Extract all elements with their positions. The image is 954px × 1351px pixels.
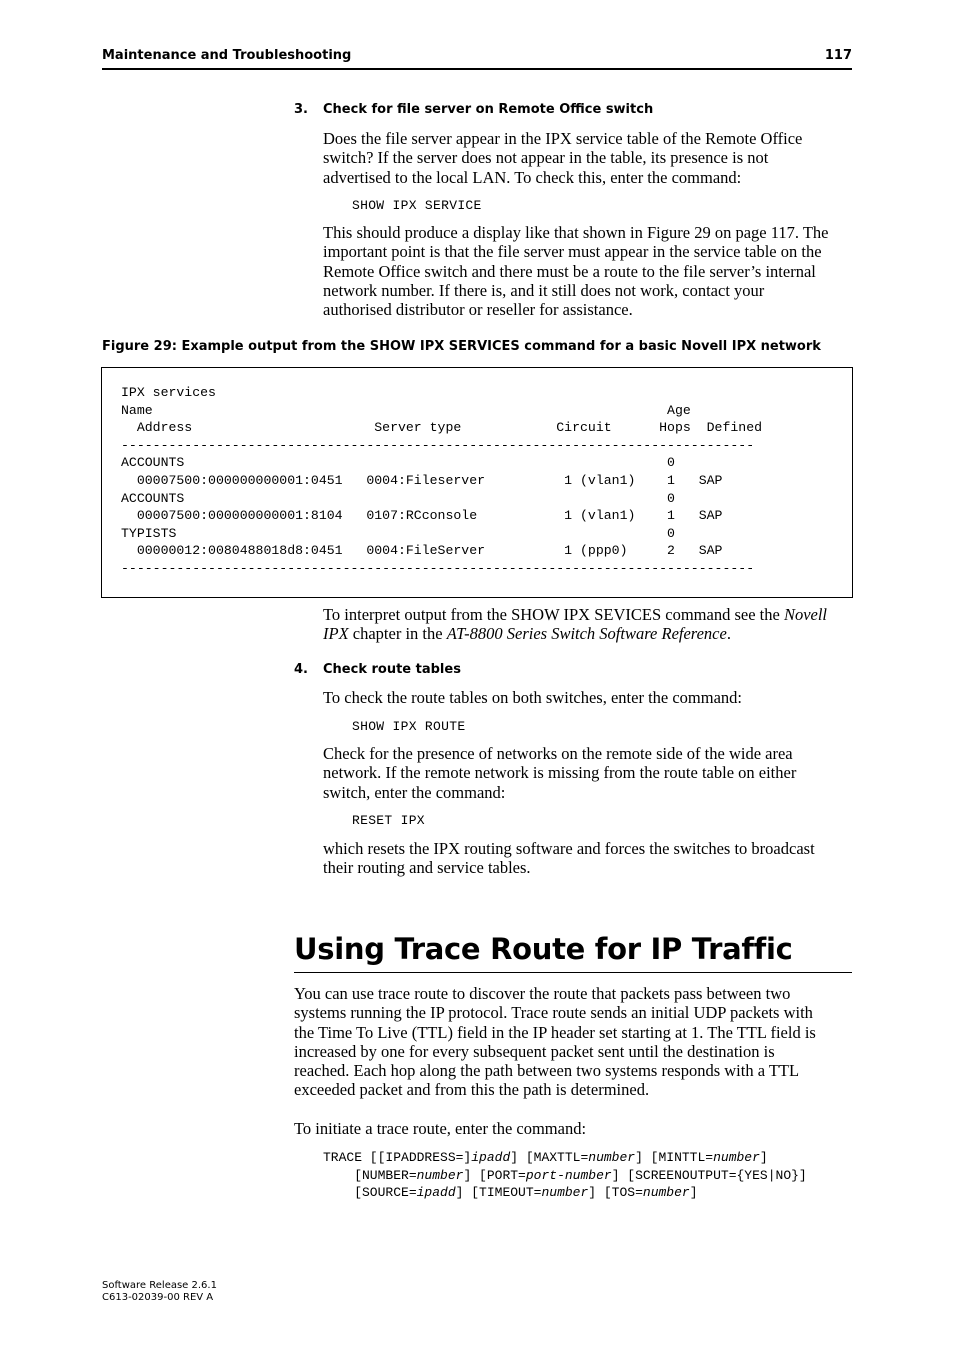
ipx-services-output (121, 384, 762, 578)
step-3-number: 3. (294, 102, 308, 117)
text-line: exceeded packet and from this the path is determined. (294, 1080, 650, 1100)
step-3-result (323, 223, 863, 319)
step-4-number: 4. (294, 662, 308, 677)
show-ipx-route-command: SHOW IPX ROUTE (352, 719, 466, 734)
software-reference-title: AT-8800 Series Switch Software Reference (446, 624, 727, 644)
software-release: Software Release 2.6.1 (102, 1280, 217, 1291)
heading-rule (294, 972, 852, 973)
reset-ipx-command: RESET IPX (352, 813, 425, 828)
output-line: 00007500:000000000001:8104 0107:RCconsole 1 (vlan1) 1 SAP (121, 508, 723, 524)
step-3-title: Check for file server on Remote Office switch (323, 102, 654, 117)
figure-caption: Figure 29: Example output from the SHOW IPX SERVICES command for a basic Novell IPX network (102, 339, 821, 354)
output-line: TYPISTS 0 (121, 525, 675, 541)
step-4-intro: To check the route tables on both switches, enter the command: (323, 688, 743, 707)
text-line: which resets the IPX routing software and forces the switches to broadcast (323, 839, 815, 858)
output-line: Name Age (121, 402, 691, 418)
text-line: advertised to the local LAN. To check this, enter the command: (323, 167, 742, 187)
page-footer (102, 1280, 217, 1304)
text-line: increased by one for every subsequent packet sent until the destination is (294, 1041, 775, 1061)
output-line: -------------------------------------------------------------------------------- (121, 437, 755, 453)
document-id: C613-02039-00 REV A (102, 1292, 214, 1303)
output-line: 00000012:0080488018d8:0451 0004:FileServer 1 (ppp0) 2 SAP (121, 543, 723, 559)
output-line: Address Server type Circuit Hops Defined (121, 420, 763, 436)
text-line: systems running the IP protocol. Trace route sends an initial UDP packets with (294, 1003, 813, 1023)
text-line: Check for the presence of networks on the remote side of the wide area (323, 744, 793, 763)
trace-route-description (294, 984, 864, 1100)
output-line: ACCOUNTS 0 (121, 455, 675, 471)
step-4-result (323, 839, 863, 878)
text-line: To interpret output from the SHOW IPX SEVICES command see the Novell (323, 605, 828, 624)
step-4-title: Check route tables (323, 662, 461, 677)
text-line: This should produce a display like that shown in Figure 29 on page 117. The (323, 223, 829, 242)
text-line: network. If the remote network is missing from the route table on either (323, 763, 797, 783)
text-line: important point is that the file server must appear in the service table on the (323, 242, 822, 262)
output-line: ACCOUNTS 0 (121, 490, 675, 506)
text-line: their routing and service tables. (323, 858, 531, 878)
output-line: -------------------------------------------------------------------------------- (121, 560, 755, 576)
output-line: 00007500:000000000001:0451 0004:Fileserver 1 (vlan1) 1 SAP (121, 472, 723, 488)
text-line: authorised distributor or reseller for assistance. (323, 300, 633, 320)
section-title: Maintenance and Troubleshooting (102, 48, 352, 63)
interpret-paragraph (323, 605, 863, 644)
page-number: 117 (824, 48, 852, 63)
trace-initiate-text: To initiate a trace route, enter the command: (294, 1119, 587, 1138)
step-4-check (323, 744, 863, 802)
text-line: switch? If the server does not appear in the table, its presence is not (323, 148, 769, 168)
section-heading: Using Trace Route for IP Traffic (294, 932, 793, 966)
figure-output-box (101, 367, 853, 598)
novell-italic: Novell (783, 605, 828, 624)
show-ipx-service-command: SHOW IPX SERVICE (352, 198, 482, 213)
text-line: Remote Office switch and there must be a route to the file server’s internal (323, 261, 816, 281)
text-line: IPX chapter in the AT-8800 Series Switch Software Reference. (323, 624, 731, 644)
trace-command-syntax: TRACE [[IPADDRESS=]ipadd] [MAXTTL=number] [MINTTL=number] [NUMBER=number] [PORT=port-number] [SCREENOUTPUT={YES|NO}] [SOURCE=ipadd] [TIMEOUT=number] [TOS=number] (323, 1150, 807, 1201)
step-3-intro (323, 129, 863, 187)
ipx-italic: IPX (323, 624, 349, 644)
text-line: the Time To Live (TTL) field in the IP header set starting at 1. The TTL field is (294, 1022, 816, 1042)
text-line: Does the file server appear in the IPX service table of the Remote Office (323, 129, 803, 148)
text-line: network number. If there is, and it still does not work, contact your (323, 280, 765, 300)
text-line: reached. Each hop along the path between two systems responds with a TTL (294, 1061, 800, 1081)
text-line: You can use trace route to discover the route that packets pass between two (294, 984, 791, 1003)
text-line: switch, enter the command: (323, 782, 506, 802)
page-header (102, 48, 852, 70)
output-line: IPX services (121, 385, 216, 400)
